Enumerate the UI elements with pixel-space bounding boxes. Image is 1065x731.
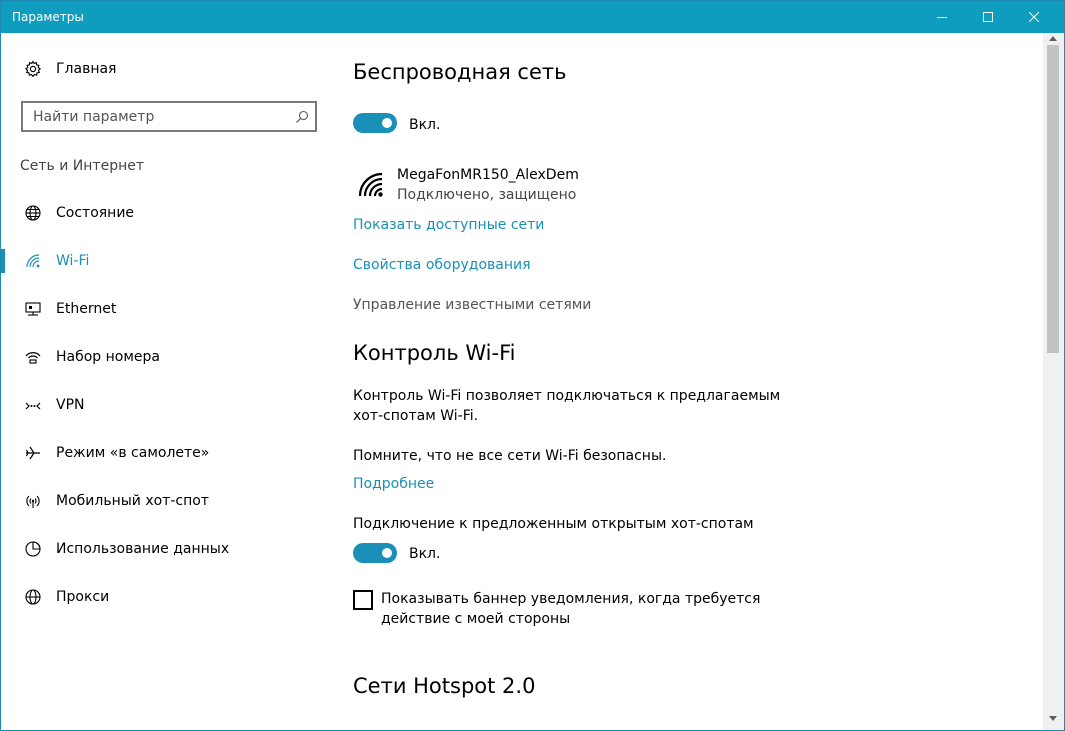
sidebar-item-label: Режим «в самолете» (56, 445, 210, 461)
sidebar-item-label: Состояние (56, 205, 135, 221)
sidebar-item-airplane[interactable] (1, 433, 331, 473)
sidebar-item-label: VPN (56, 397, 85, 413)
hardware-properties-link[interactable]: Свойства оборудования (353, 257, 531, 273)
open-hotspots-label: Подключение к предложенным открытым хот-спотам (353, 516, 754, 532)
globe-icon (23, 587, 43, 607)
sidebar-item-data-usage[interactable] (1, 529, 331, 569)
close-button[interactable] (1011, 1, 1057, 33)
scroll-up-icon[interactable] (1049, 36, 1057, 41)
search-placeholder: Найти параметр (33, 109, 155, 125)
sidebar-item-dialup[interactable] (1, 337, 331, 377)
title-bar[interactable] (1, 1, 1064, 33)
connected-network[interactable] (353, 163, 753, 207)
sidebar-item-label: Мобильный хот-спот (56, 493, 209, 509)
section-title: Сеть и Интернет (20, 158, 144, 174)
wifi-signal-icon (357, 171, 385, 203)
minimize-button[interactable] (919, 1, 965, 33)
show-networks-link[interactable]: Показать доступные сети (353, 217, 545, 233)
data-usage-icon (23, 539, 43, 559)
sidebar-item-label: Wi-Fi (56, 253, 90, 269)
scroll-down-icon[interactable] (1049, 716, 1057, 721)
scroll-thumb[interactable] (1047, 45, 1059, 353)
sidebar-item-label: Использование данных (56, 541, 230, 557)
wireless-title: Беспроводная сеть (353, 60, 567, 84)
vpn-icon (23, 395, 43, 415)
manage-known-networks-link[interactable]: Управление известными сетями (353, 297, 592, 313)
sidebar-item-home[interactable] (1, 49, 331, 89)
wifi-sense-title: Контроль Wi-Fi (353, 341, 516, 365)
sidebar (1, 33, 331, 731)
search-input[interactable] (21, 101, 317, 132)
sidebar-item-wifi[interactable] (1, 241, 331, 281)
open-hotspots-toggle[interactable] (353, 543, 397, 563)
open-hotspots-toggle-label: Вкл. (409, 546, 441, 562)
hotspot-icon (23, 491, 43, 511)
network-name: MegaFonMR150_AlexDem (397, 167, 579, 183)
wifi-icon (23, 251, 43, 271)
sidebar-item-proxy[interactable] (1, 577, 331, 617)
search-icon[interactable] (295, 109, 309, 128)
sidebar-item-vpn[interactable] (1, 385, 331, 425)
airplane-icon (23, 443, 43, 463)
hotspot20-title: Сети Hotspot 2.0 (353, 674, 536, 698)
close-icon (1029, 12, 1039, 22)
sidebar-item-label: Набор номера (56, 349, 161, 365)
minimize-icon (937, 12, 947, 22)
banner-checkbox[interactable] (353, 590, 373, 610)
ethernet-icon (23, 299, 43, 319)
main-content (353, 33, 1043, 731)
wireless-toggle[interactable] (353, 113, 397, 133)
sidebar-item-hotspot[interactable] (1, 481, 331, 521)
dialup-icon (23, 347, 43, 367)
network-status: Подключено, защищено (397, 187, 577, 203)
gear-icon (23, 59, 43, 79)
sidebar-item-ethernet[interactable] (1, 289, 331, 329)
vertical-scrollbar[interactable] (1043, 33, 1064, 731)
toggle-knob (382, 118, 392, 128)
toggle-knob (382, 548, 392, 558)
active-indicator (1, 249, 5, 273)
banner-checkbox-label[interactable]: Показывать баннер уведомления, когда требуется действие с моей стороны (381, 591, 761, 627)
sidebar-item-label: Ethernet (56, 301, 117, 317)
maximize-button[interactable] (965, 1, 1011, 33)
sidebar-item-status[interactable] (1, 193, 331, 233)
window-title: Параметры (12, 10, 84, 24)
wifi-sense-description: Контроль Wi-Fi позволяет подключаться к предлагаемым хот-спотам Wi-Fi. (353, 388, 781, 424)
wifi-sense-warning: Помните, что не все сети Wi-Fi безопасны. (353, 448, 667, 464)
sidebar-item-label: Прокси (56, 589, 110, 605)
wireless-toggle-label: Вкл. (409, 117, 441, 133)
maximize-icon (983, 12, 993, 22)
sidebar-item-label: Главная (56, 61, 117, 77)
learn-more-link[interactable]: Подробнее (353, 476, 435, 492)
globe-status-icon (23, 203, 43, 223)
